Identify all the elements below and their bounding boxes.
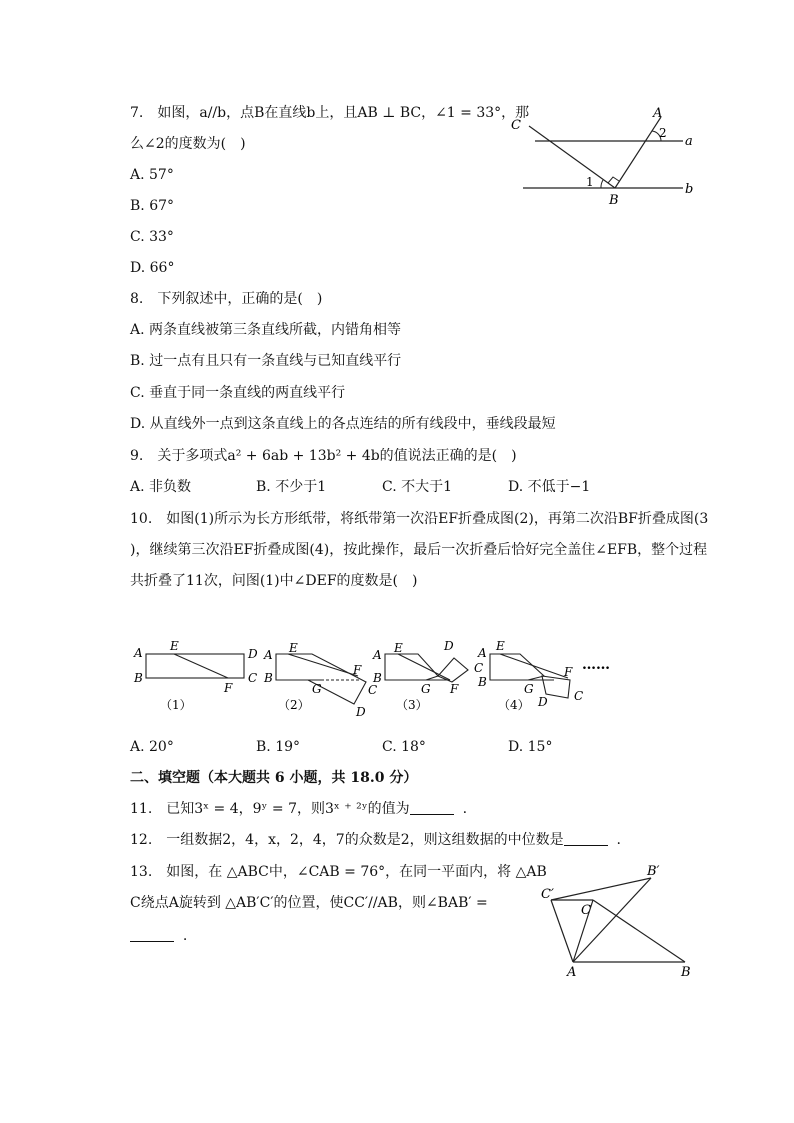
q11-tail: . xyxy=(462,801,468,817)
q10-figure xyxy=(128,632,628,727)
fig4-label-c-left: C xyxy=(474,661,484,675)
segment-bc xyxy=(529,126,615,188)
q13-tail: . xyxy=(182,928,188,944)
q8-option-a: A. 两条直线被第三条直线所截，内错角相等 xyxy=(130,322,402,338)
angle-1-arc xyxy=(601,180,603,188)
q11-answer-blank[interactable] xyxy=(410,800,454,815)
fig2-label-f: F xyxy=(353,663,362,677)
label-b-point: B xyxy=(609,193,619,208)
fig3-label-f: F xyxy=(450,682,459,696)
fig3-label-e: E xyxy=(394,641,403,655)
fig1-fold-ef xyxy=(174,654,228,678)
fig4-label-b: B xyxy=(478,675,487,689)
label-b: B xyxy=(681,965,691,980)
label-a: A xyxy=(653,106,663,121)
q7-stem-line1: 7. 如图，a//b，点B在直线b上，且AB ⊥ BC，∠1 = 33°，那 xyxy=(130,105,530,121)
label-line-a: a xyxy=(685,134,693,149)
q12-tail: . xyxy=(616,832,621,848)
fig2-folded-part xyxy=(288,654,366,704)
q9-option-a: A. 非负数 xyxy=(130,479,192,495)
q11 xyxy=(130,799,467,819)
q7-option-b: B. 67° xyxy=(130,198,175,214)
segment-cb xyxy=(593,900,685,962)
segment-c-prime-b-prime xyxy=(551,878,651,900)
q7-figure xyxy=(505,100,705,210)
q13-answer-blank[interactable] xyxy=(130,927,174,942)
section-heading: 二、填空题（本大题共 6 小题，共 18.0 分） xyxy=(130,770,418,786)
fig2-caption: （2） xyxy=(278,698,310,712)
q10-options xyxy=(130,737,690,757)
segment-ab-prime xyxy=(573,878,651,962)
label-1: 1 xyxy=(586,175,594,189)
q13-stem-line3 xyxy=(130,926,187,946)
fig4-label-f: F xyxy=(564,665,573,679)
q12-answer-blank[interactable] xyxy=(564,831,608,846)
segment-ac-prime xyxy=(551,900,573,962)
fig2-label-c: C xyxy=(368,683,378,697)
continuation-ellipsis: …… xyxy=(582,657,610,673)
fig3-folded-part xyxy=(398,654,438,680)
label-c: C xyxy=(581,903,591,918)
fig4-caption: （4） xyxy=(498,698,530,712)
fig3-caption: （3） xyxy=(396,698,428,712)
q10-option-b: B. 19° xyxy=(256,739,301,755)
q7-option-d: D. 66° xyxy=(130,260,175,276)
fig1-label-a: A xyxy=(134,646,143,660)
fig4-label-c-right: C xyxy=(574,689,584,703)
fig2-strip xyxy=(276,654,321,680)
fig3-label-a: A xyxy=(373,648,382,662)
fig1-strip xyxy=(146,654,244,678)
fig4-label-d: D xyxy=(538,695,548,709)
label-2: 2 xyxy=(659,126,667,140)
fig2-label-e: E xyxy=(289,641,298,655)
label-a: A xyxy=(567,965,577,980)
fig3-fold-ef xyxy=(398,654,450,680)
q12-text: 12. 一组数据2，4，x，2，4，7的众数是2，则这组数据的中位数是 xyxy=(130,832,564,848)
q9-option-d: D. 不低于−1 xyxy=(508,479,591,495)
q8-stem: 8. 下列叙述中，正确的是( ) xyxy=(130,291,323,307)
q10-stem-line3: 共折叠了11次，问图(1)中∠DEF的度数是( ) xyxy=(130,573,418,589)
segment-ba xyxy=(615,117,661,188)
q8-option-c: C. 垂直于同一条直线的两直线平行 xyxy=(130,385,346,401)
q10-stem-line2: )，继续第三次沿EF折叠成图(4)，按此操作，最后一次折叠后恰好完全盖住∠EFB，整个过程 xyxy=(130,542,708,558)
fig1-label-d: D xyxy=(248,647,258,661)
label-line-b: b xyxy=(685,182,694,197)
fig3-label-b: B xyxy=(373,671,382,685)
label-c: C xyxy=(511,118,521,133)
fig3-flap xyxy=(438,658,468,682)
q12 xyxy=(130,830,621,850)
q9-option-b: B. 不少于1 xyxy=(256,479,327,495)
q9-stem: 9. 关于多项式a² + 6ab + 13b² + 4b的值说法正确的是( ) xyxy=(130,448,517,464)
fig1-label-b: B xyxy=(134,671,143,685)
q13-stem-line2: C绕点A旋转到 △AB′C′的位置，使CC′//AB，则∠BAB′ = xyxy=(130,895,488,911)
q13-figure xyxy=(535,862,705,982)
q8-option-b: B. 过一点有且只有一条直线与已知直线平行 xyxy=(130,353,402,369)
q8-option-d: D. 从直线外一点到这条直线上的各点连结的所有线段中，垂线段最短 xyxy=(130,416,556,432)
q7-option-c: C. 33° xyxy=(130,229,174,245)
fig1-label-e: E xyxy=(170,639,179,653)
q7-stem-line2: 么∠2的度数为( ) xyxy=(130,136,246,152)
fig4-label-e: E xyxy=(496,639,505,653)
fig3-label-d: D xyxy=(444,639,454,653)
q10-stem-line1: 10. 如图(1)所示为长方形纸带，将纸带第一次沿EF折叠成图(2)，再第二次沿BF折叠成图(3 xyxy=(130,511,709,527)
fig2-label-a: A xyxy=(264,648,273,662)
fig1-caption: （1） xyxy=(160,698,192,712)
fig4-label-a: A xyxy=(478,646,487,660)
fig2-label-b: B xyxy=(264,671,273,685)
fig4-fold-ef xyxy=(500,654,568,678)
fig2-label-d: D xyxy=(356,705,366,719)
q9-option-c: C. 不大于1 xyxy=(382,479,453,495)
q13-stem-line1: 13. 如图，在 △ABC中，∠CAB = 76°，在同一平面内，将 △AB xyxy=(130,864,547,880)
label-c-prime: C′ xyxy=(541,887,554,902)
fig4-label-g: G xyxy=(524,682,534,696)
label-b-prime: B′ xyxy=(647,864,660,879)
fig1-label-c: C xyxy=(248,671,258,685)
q10-option-a: A. 20° xyxy=(130,739,174,755)
q11-text: 11. 已知3ˣ = 4，9ʸ = 7，则3ˣ ⁺ ²ʸ的值为 xyxy=(130,801,410,817)
right-angle-mark xyxy=(608,177,619,183)
q7-option-a: A. 57° xyxy=(130,167,174,183)
fig2-label-g: G xyxy=(312,682,322,696)
q10-option-c: C. 18° xyxy=(382,739,426,755)
q9-options xyxy=(130,477,690,497)
fig1-label-f: F xyxy=(224,681,233,695)
q10-option-d: D. 15° xyxy=(508,739,553,755)
fig3-strip xyxy=(385,654,450,680)
fig3-label-g: G xyxy=(421,682,431,696)
